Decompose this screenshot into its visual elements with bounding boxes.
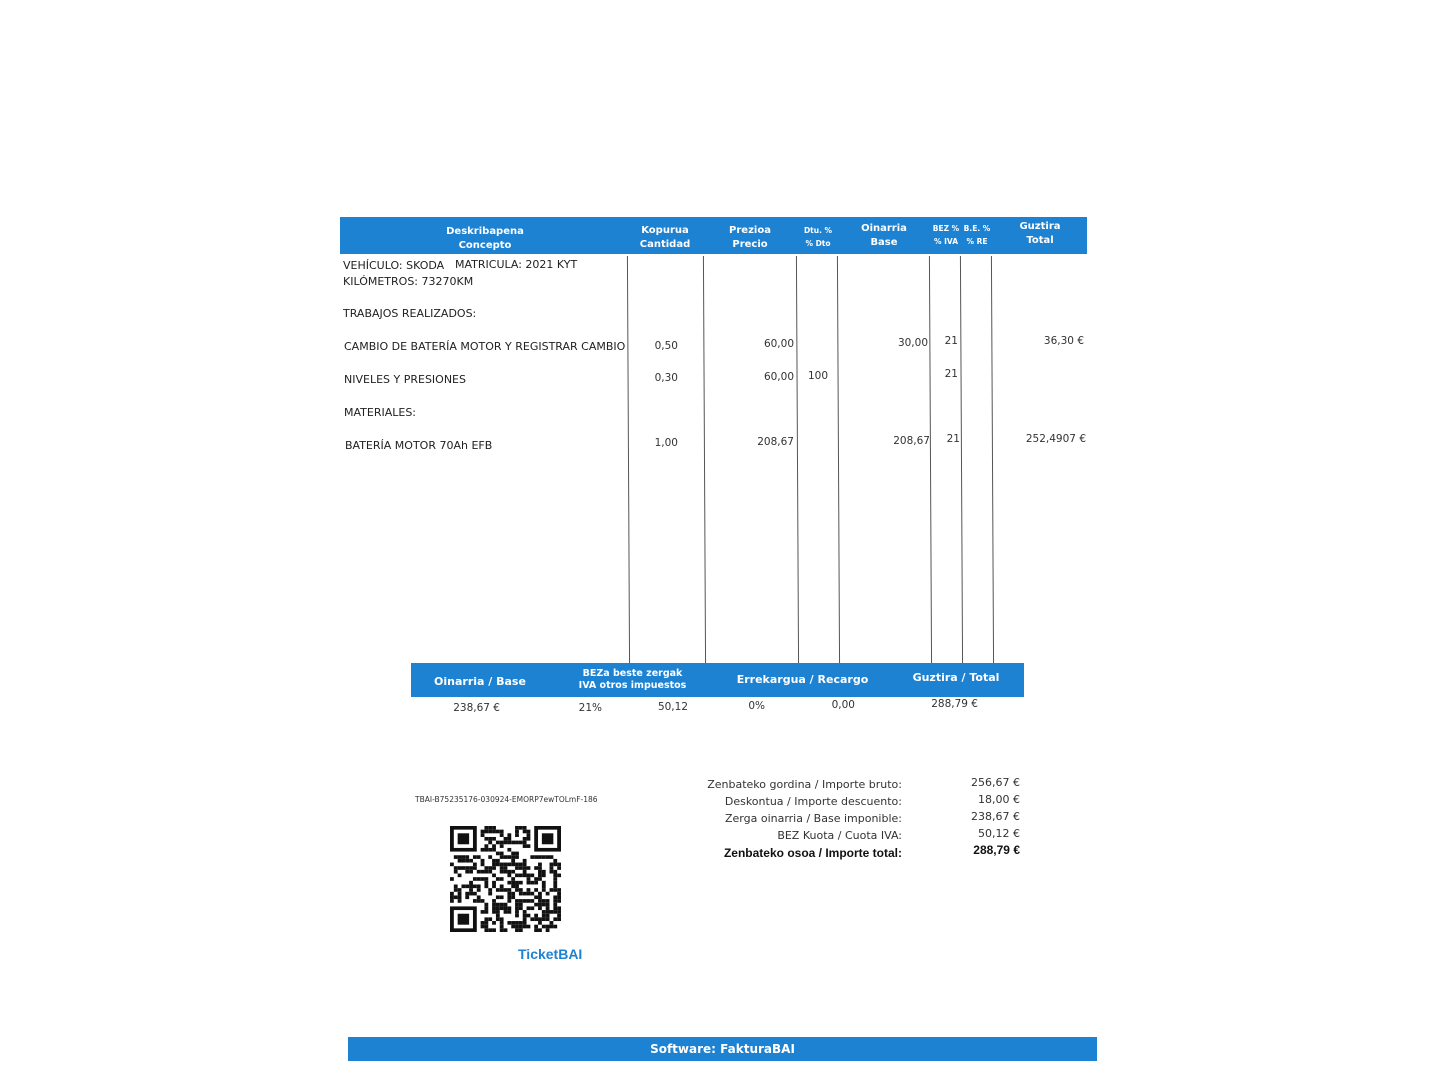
summary-base-value: 238,67 € (453, 702, 500, 714)
line-item-vat: 21 (944, 335, 958, 347)
discount-label: Deskontua / Importe descuento: (724, 795, 902, 808)
summary-header-total: Guztira / Total (912, 671, 1000, 684)
ticketbai-logo-text: TicketBAI (518, 946, 583, 962)
line-item-quantity: 0,30 (654, 372, 678, 384)
column-divider (627, 256, 630, 668)
column-divider (960, 256, 963, 668)
line-item-concept: BATERÍA MOTOR 70Ah EFB (345, 439, 493, 452)
grand-total-value: 288,79 € (973, 843, 1020, 857)
summary-vat-amount: 50,12 (657, 701, 688, 713)
line-item-quantity: 1,00 (654, 437, 678, 449)
ticketbai-code: TBAI-B75235176-030924-EMORP7ewTOLmF-186 (415, 795, 598, 804)
header-re: B.E. % % RE (963, 224, 991, 246)
column-divider (796, 256, 799, 668)
line-item-total: 252,4907 € (1025, 433, 1086, 445)
summary-total-value: 288,79 € (931, 698, 978, 710)
column-divider (703, 256, 706, 668)
materials-heading: MATERIALES: (344, 406, 417, 419)
gross-amount-label: Zenbateko gordina / Importe bruto: (707, 778, 902, 791)
line-item-vat: 21 (946, 433, 960, 445)
summary-surcharge-pct: 0% (748, 700, 765, 712)
discount-value: 18,00 € (978, 793, 1020, 806)
header-total: Guztira Total (1019, 221, 1061, 246)
header-price: Prezioa Precio (729, 225, 771, 250)
software-label: Software: FakturaBAI (650, 1042, 795, 1056)
taxable-base-value: 238,67 € (971, 810, 1020, 823)
line-item-total: 36,30 € (1043, 335, 1084, 347)
header-vat: BEZ % % IVA (932, 224, 960, 246)
line-item-vat: 21 (944, 368, 958, 380)
summary-header-surcharge: Errekargua / Recargo (736, 673, 869, 686)
summary-surcharge-amount: 0,00 (831, 699, 855, 711)
column-divider (929, 256, 932, 668)
line-item-concept: NIVELES Y PRESIONES (344, 373, 466, 386)
line-item-concept: CAMBIO DE BATERÍA MOTOR Y REGISTRAR CAMBIO (344, 340, 626, 353)
line-item-base: 30,00 (897, 337, 928, 349)
line-item-price: 60,00 (763, 338, 794, 350)
works-heading: TRABAJOS REALIZADOS: (343, 307, 477, 320)
km-label: KILÓMETROS: 73270KM (343, 275, 474, 288)
line-item-base: 208,67 (893, 435, 930, 447)
column-divider (837, 256, 840, 668)
line-item-price: 208,67 (757, 436, 794, 448)
vat-amount-label: BEZ Kuota / Cuota IVA: (777, 829, 902, 842)
header-base: Oinarria Base (861, 223, 907, 248)
header-discount: Dtu. % % Dto (803, 226, 833, 248)
vehicle-label: VEHÍCULO: SKODA (343, 259, 445, 272)
summary-header-vat: BEZa beste zergak IVA otros impuestos (578, 668, 687, 691)
vat-amount-value: 50,12 € (978, 827, 1020, 840)
summary-vat-pct: 21% (578, 702, 602, 714)
column-divider (991, 256, 994, 668)
taxable-base-label: Zerga oinarria / Base imponible: (724, 812, 902, 825)
line-item-discount: 100 (807, 370, 828, 382)
line-item-price: 60,00 (763, 371, 794, 383)
header-description: Deskribapena Concepto (446, 226, 524, 251)
grand-total-label: Zenbateko osoa / Importe total: (723, 846, 902, 860)
summary-header-base: Oinarria / Base (434, 675, 526, 688)
gross-amount-value: 256,67 € (971, 776, 1020, 789)
ticketbai-qr-code (450, 826, 561, 932)
header-quantity: Kopurua Cantidad (639, 225, 691, 250)
plate-label: MATRICULA: 2021 KYT (455, 258, 578, 271)
line-item-quantity: 0,50 (654, 340, 678, 352)
